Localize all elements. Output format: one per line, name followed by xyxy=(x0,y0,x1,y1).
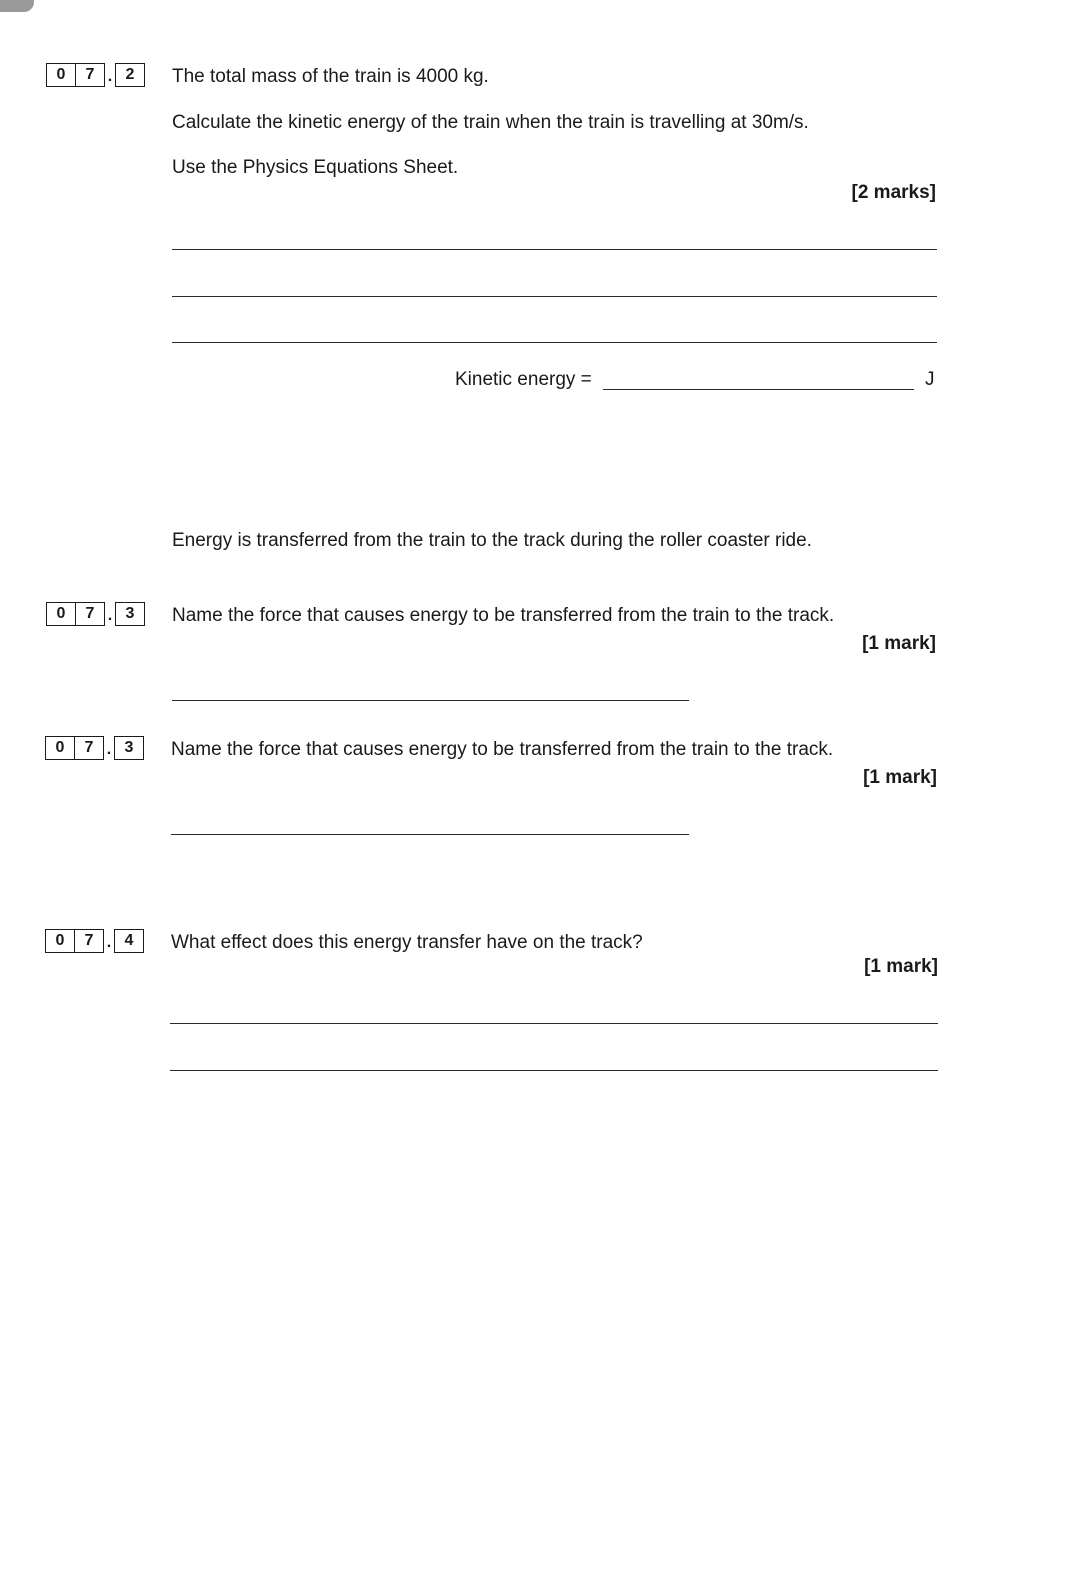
answer-line[interactable] xyxy=(170,1070,938,1071)
question-number-07-3-repeat: 0 7 . 3 xyxy=(45,736,144,760)
qnum-digit: 7 xyxy=(75,929,104,953)
kinetic-energy-label: Kinetic energy = xyxy=(455,369,592,390)
q74-marks: [1 mark] xyxy=(864,956,938,977)
question-number-07-3: 0 7 . 3 xyxy=(46,602,145,626)
q72-marks: [2 marks] xyxy=(851,182,936,203)
q74-question-text: What effect does this energy transfer have on the track? xyxy=(171,932,643,953)
qnum-digit: 0 xyxy=(45,929,75,953)
qnum-digit: 7 xyxy=(75,736,104,760)
question-number-07-4: 0 7 . 4 xyxy=(45,929,144,953)
answer-line[interactable] xyxy=(170,1023,938,1024)
qnum-digit: 7 xyxy=(76,602,105,626)
kinetic-energy-answer-line[interactable] xyxy=(603,389,914,390)
q73-repeat-marks: [1 mark] xyxy=(863,767,937,788)
answer-line[interactable] xyxy=(171,834,689,835)
q72-equations-note: Use the Physics Equations Sheet. xyxy=(172,157,459,178)
question-number-07-2: 0 7 . 2 xyxy=(46,63,145,87)
answer-line[interactable] xyxy=(172,249,937,250)
q73-question-text: Name the force that causes energy to be transferred from the train to the track. xyxy=(172,605,835,626)
qnum-digit: 7 xyxy=(76,63,105,87)
q73-repeat-question-text: Name the force that causes energy to be transferred from the train to the track. xyxy=(171,739,834,760)
kinetic-energy-unit: J xyxy=(925,369,935,390)
q72-mass-text: The total mass of the train is 4000 kg. xyxy=(172,66,489,87)
q72-instruction: Calculate the kinetic energy of the train when the train is travelling at 30m/s. xyxy=(172,112,809,133)
qnum-digit: 0 xyxy=(46,602,76,626)
energy-transfer-intro: Energy is transferred from the train to the track during the roller coaster ride. xyxy=(172,530,812,551)
corner-tab xyxy=(0,0,34,12)
qnum-digit: 2 xyxy=(115,63,145,87)
answer-line[interactable] xyxy=(172,700,689,701)
qnum-digit: 0 xyxy=(45,736,75,760)
q73-marks: [1 mark] xyxy=(862,633,936,654)
answer-line[interactable] xyxy=(172,342,937,343)
qnum-digit: 4 xyxy=(114,929,144,953)
qnum-digit: 0 xyxy=(46,63,76,87)
answer-line[interactable] xyxy=(172,296,937,297)
qnum-digit: 3 xyxy=(114,736,144,760)
qnum-digit: 3 xyxy=(115,602,145,626)
